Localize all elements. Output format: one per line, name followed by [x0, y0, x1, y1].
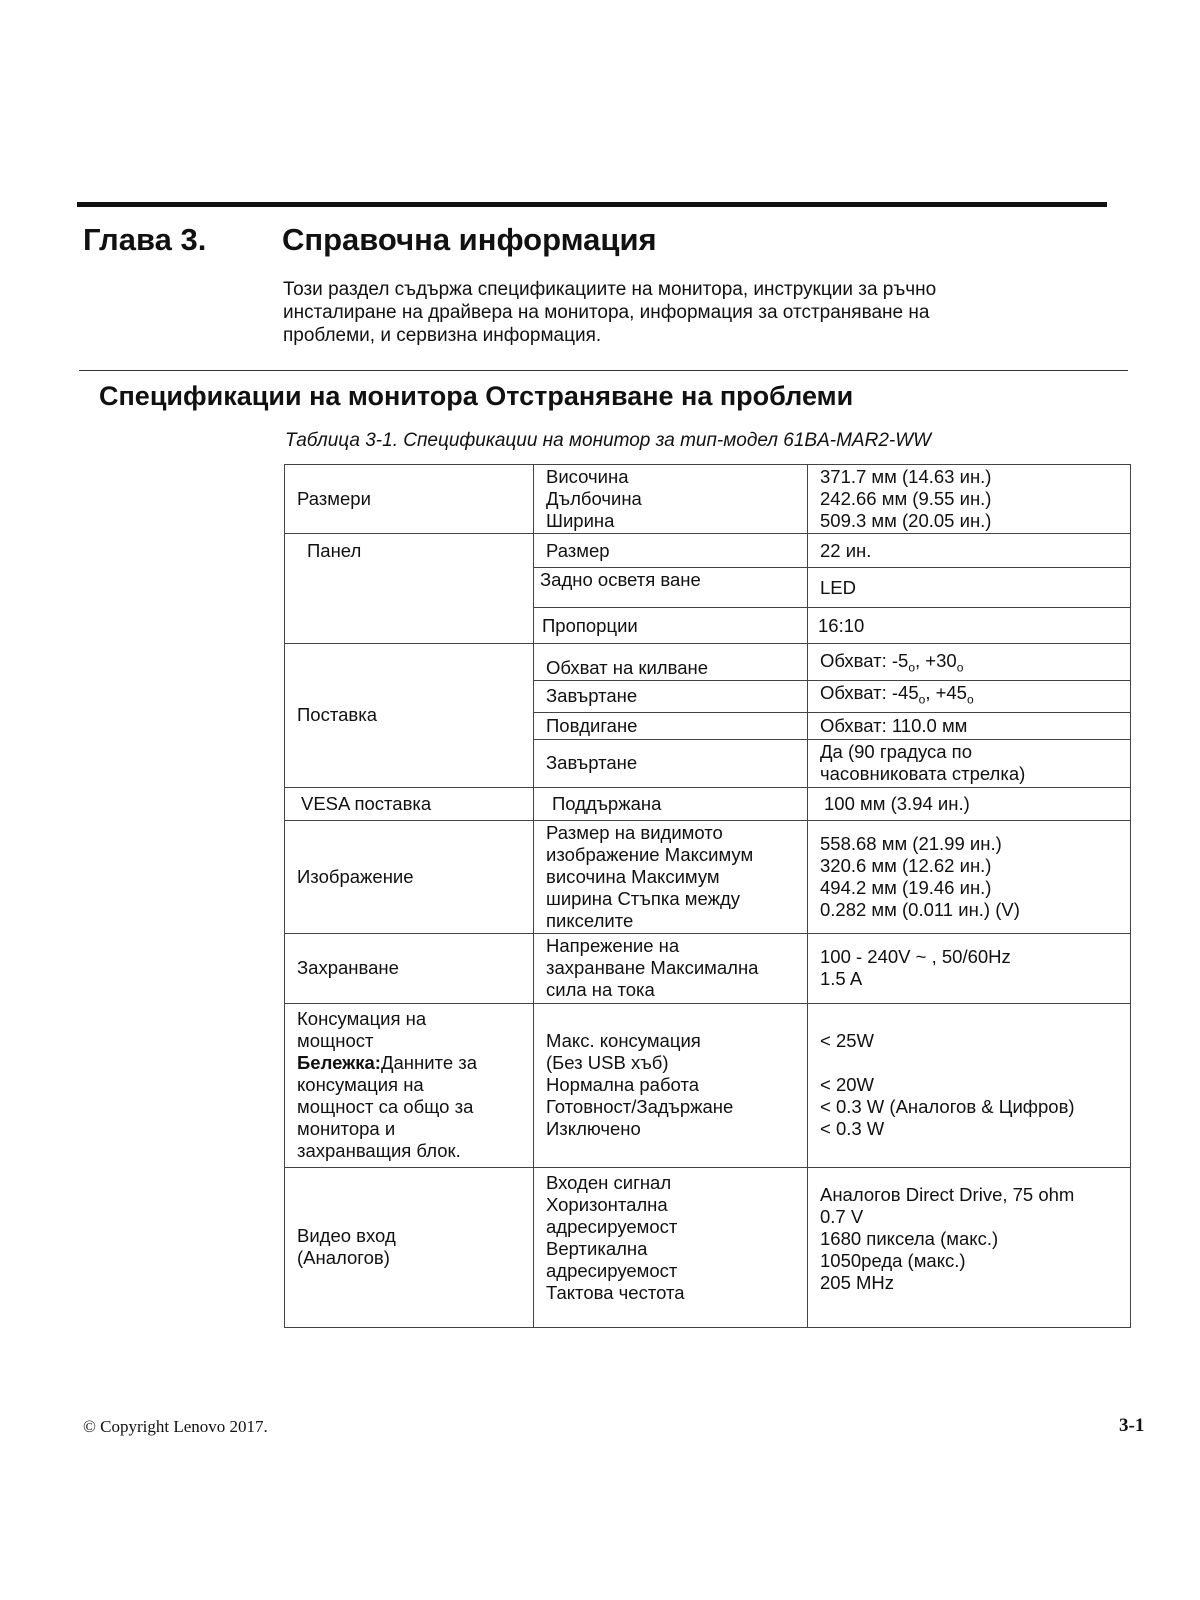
param-text: Поддържана — [552, 792, 662, 814]
chapter-label: Глава 3. — [83, 222, 207, 257]
param-line: Размер на видимото — [546, 821, 723, 843]
row-label — [285, 933, 534, 1003]
row-label — [285, 644, 534, 788]
param-line: Нормална работа — [546, 1074, 699, 1096]
param-line: (Без USB хъб) — [546, 1052, 669, 1074]
param-cell — [534, 644, 808, 681]
value-line: < 20W — [820, 1074, 874, 1096]
value-line: 0.7 V — [820, 1205, 864, 1227]
param-line: захранване Максимална — [546, 957, 759, 979]
param-cell — [534, 465, 808, 534]
value-line: часовниковата стрелка) — [820, 763, 1026, 785]
note-bold: Бележка: — [297, 1052, 381, 1074]
param-line: височина Максимум — [546, 865, 720, 887]
param-line: Напрежение на — [546, 935, 680, 957]
vesa-label: VESA поставка — [301, 792, 432, 814]
power-label: Захранване — [297, 957, 399, 979]
param-line: пикселите — [546, 909, 634, 931]
note-line: монитора и — [297, 1118, 396, 1140]
param-text: Задно осветя ване — [540, 569, 701, 590]
value-cell — [808, 1003, 1131, 1167]
row-label — [285, 1167, 534, 1327]
degree-sub: o — [908, 661, 916, 675]
value-line: 509.3 мм (20.05 ин.) — [820, 510, 992, 531]
value-cell — [808, 681, 1131, 713]
value-line: Аналогов Direct Drive, 75 ohm — [820, 1183, 1075, 1205]
chapter-title: Справочна информация — [282, 222, 657, 257]
value-line: 205 MHz — [820, 1271, 895, 1293]
value-line: 494.2 мм (19.46 ин.) — [820, 876, 992, 898]
value-line: 1.5 A — [820, 968, 863, 990]
intro-line: Този раздел съдържа спецификациите на монитора, инструкции за ръчно — [283, 279, 937, 300]
value-text: , +45 — [925, 682, 967, 703]
value-cell — [808, 534, 1131, 568]
note-line: захранващия блок. — [297, 1140, 461, 1162]
spec-table — [284, 464, 1131, 1328]
degree-sub: o — [966, 692, 974, 707]
consumption-label-line: мощност — [297, 1030, 374, 1052]
param-cell — [534, 787, 808, 820]
chapter-top-rule — [77, 202, 1107, 207]
value-line: 371.7 мм (14.63 ин.) — [820, 466, 992, 487]
param-line: Макс. консумация — [546, 1030, 701, 1052]
param-text: Пропорции — [542, 614, 638, 636]
value-cell — [808, 933, 1131, 1003]
row-label — [285, 820, 534, 933]
param-line: Тактова честота — [546, 1281, 685, 1303]
param-text: Обхват на килване — [546, 657, 709, 678]
param-cell — [534, 681, 808, 713]
section-title: Спецификации на монитора Отстраняване на проблеми — [99, 381, 854, 411]
note-line: консумация на — [297, 1074, 424, 1096]
table-row-consumption — [285, 1003, 1131, 1167]
param-cell — [534, 739, 808, 787]
param-line: Ширина — [546, 510, 615, 531]
intro-line: проблеми, и сервизна информация. — [283, 325, 602, 346]
video-label-line: Видео вход — [297, 1225, 396, 1247]
value-text: LED — [820, 576, 856, 598]
table-row-video — [285, 1167, 1131, 1327]
value-cell — [808, 712, 1131, 739]
value-text: 100 мм (3.94 ин.) — [824, 792, 970, 814]
param-line: Изключено — [546, 1118, 641, 1140]
param-text: Размер — [546, 539, 610, 561]
param-cell — [534, 1167, 808, 1327]
table-row-panel-size — [285, 534, 1131, 568]
param-cell — [534, 534, 808, 568]
param-line: Височина — [546, 466, 629, 487]
param-text: Завъртане — [546, 685, 638, 707]
table-row-image — [285, 820, 1131, 933]
table-row-power — [285, 933, 1131, 1003]
param-cell — [534, 608, 808, 644]
value-line: < 0.3 W (Аналогов & Цифров) — [820, 1096, 1075, 1118]
param-cell — [534, 820, 808, 933]
value-line: 320.6 мм (12.62 ин.) — [820, 854, 992, 876]
video-label-line: (Аналогов) — [297, 1247, 390, 1269]
value-cell — [808, 820, 1131, 933]
value-cell — [808, 465, 1131, 534]
chapter-intro — [283, 278, 1083, 347]
param-line: Хоризонтална — [546, 1193, 668, 1215]
param-line: Дълбочина — [546, 488, 642, 509]
value-cell — [808, 1167, 1131, 1327]
table-row-vesa — [285, 787, 1131, 820]
param-line: Готовност/Задържане — [546, 1096, 734, 1118]
table-row-dimensions — [285, 465, 1131, 534]
consumption-label-line: Консумация на — [297, 1008, 427, 1030]
section-rule — [79, 370, 1128, 371]
param-text: Повдигане — [546, 714, 638, 736]
value-line: 242.66 мм (9.55 ин.) — [820, 488, 992, 509]
value-cell — [808, 644, 1131, 681]
param-cell — [534, 933, 808, 1003]
image-label: Изображение — [297, 865, 414, 887]
row-label — [285, 465, 534, 534]
param-cell — [534, 712, 808, 739]
value-line: 100 - 240V ~ , 50/60Hz — [820, 946, 1011, 968]
dimensions-label: Размери — [297, 488, 371, 509]
note-text: Данните за — [380, 1052, 478, 1074]
param-line: адресируемост — [546, 1259, 678, 1281]
value-line-blank — [820, 1052, 1120, 1074]
value-text: 22 ин. — [820, 539, 872, 561]
table-caption: Таблица 3-1. Спецификации на монитор за тип-модел 61BA-MAR2-WW — [285, 430, 932, 451]
value-line: 0.282 мм (0.011 ин.) (V) — [820, 898, 1020, 920]
stand-label: Поставка — [297, 704, 378, 726]
value-line: 1050реда (макс.) — [820, 1249, 966, 1271]
value-line: < 0.3 W — [820, 1118, 885, 1140]
footer-page-number: 3-1 — [1119, 1415, 1145, 1436]
intro-line: инсталиране на драйвера на монитора, информация за отстраняване на — [283, 302, 930, 323]
value-line: Да (90 градуса по — [820, 741, 972, 763]
param-line: Входен сигнал — [546, 1171, 672, 1193]
value-line: < 25W — [820, 1030, 874, 1052]
degree-sub: o — [956, 661, 964, 675]
param-text: Завъртане — [546, 752, 638, 774]
value-cell — [808, 787, 1131, 820]
value-text: Обхват: -45 — [820, 682, 919, 703]
param-line: изображение Максимум — [546, 843, 754, 865]
value-text: 16:10 — [818, 614, 865, 636]
value-text: Обхват: 110.0 мм — [820, 714, 968, 736]
note-line: мощност са общо за — [297, 1096, 474, 1118]
param-line: сила на тока — [546, 979, 655, 1001]
value-text: , +30 — [915, 650, 957, 672]
row-label — [285, 787, 534, 820]
panel-label: Панел — [307, 540, 362, 561]
param-cell — [534, 568, 808, 608]
param-line: ширина Стъпка между — [546, 887, 741, 909]
value-line: 1680 пиксела (макс.) — [820, 1227, 999, 1249]
value-line: 558.68 мм (21.99 ин.) — [820, 832, 1002, 854]
degree-sub: o — [918, 692, 926, 707]
value-cell — [808, 739, 1131, 787]
param-line: Вертикална — [546, 1237, 648, 1259]
row-label — [285, 534, 534, 644]
footer-copyright: © Copyright Lenovo 2017. — [83, 1417, 268, 1436]
row-label — [285, 1003, 534, 1167]
consumption-note-first — [297, 1052, 523, 1074]
param-cell — [534, 1003, 808, 1167]
value-cell — [808, 568, 1131, 608]
value-text: Обхват: -5 — [820, 650, 909, 672]
param-line: адресируемост — [546, 1215, 678, 1237]
table-row-stand-tilt — [285, 644, 1131, 681]
value-cell — [808, 608, 1131, 644]
